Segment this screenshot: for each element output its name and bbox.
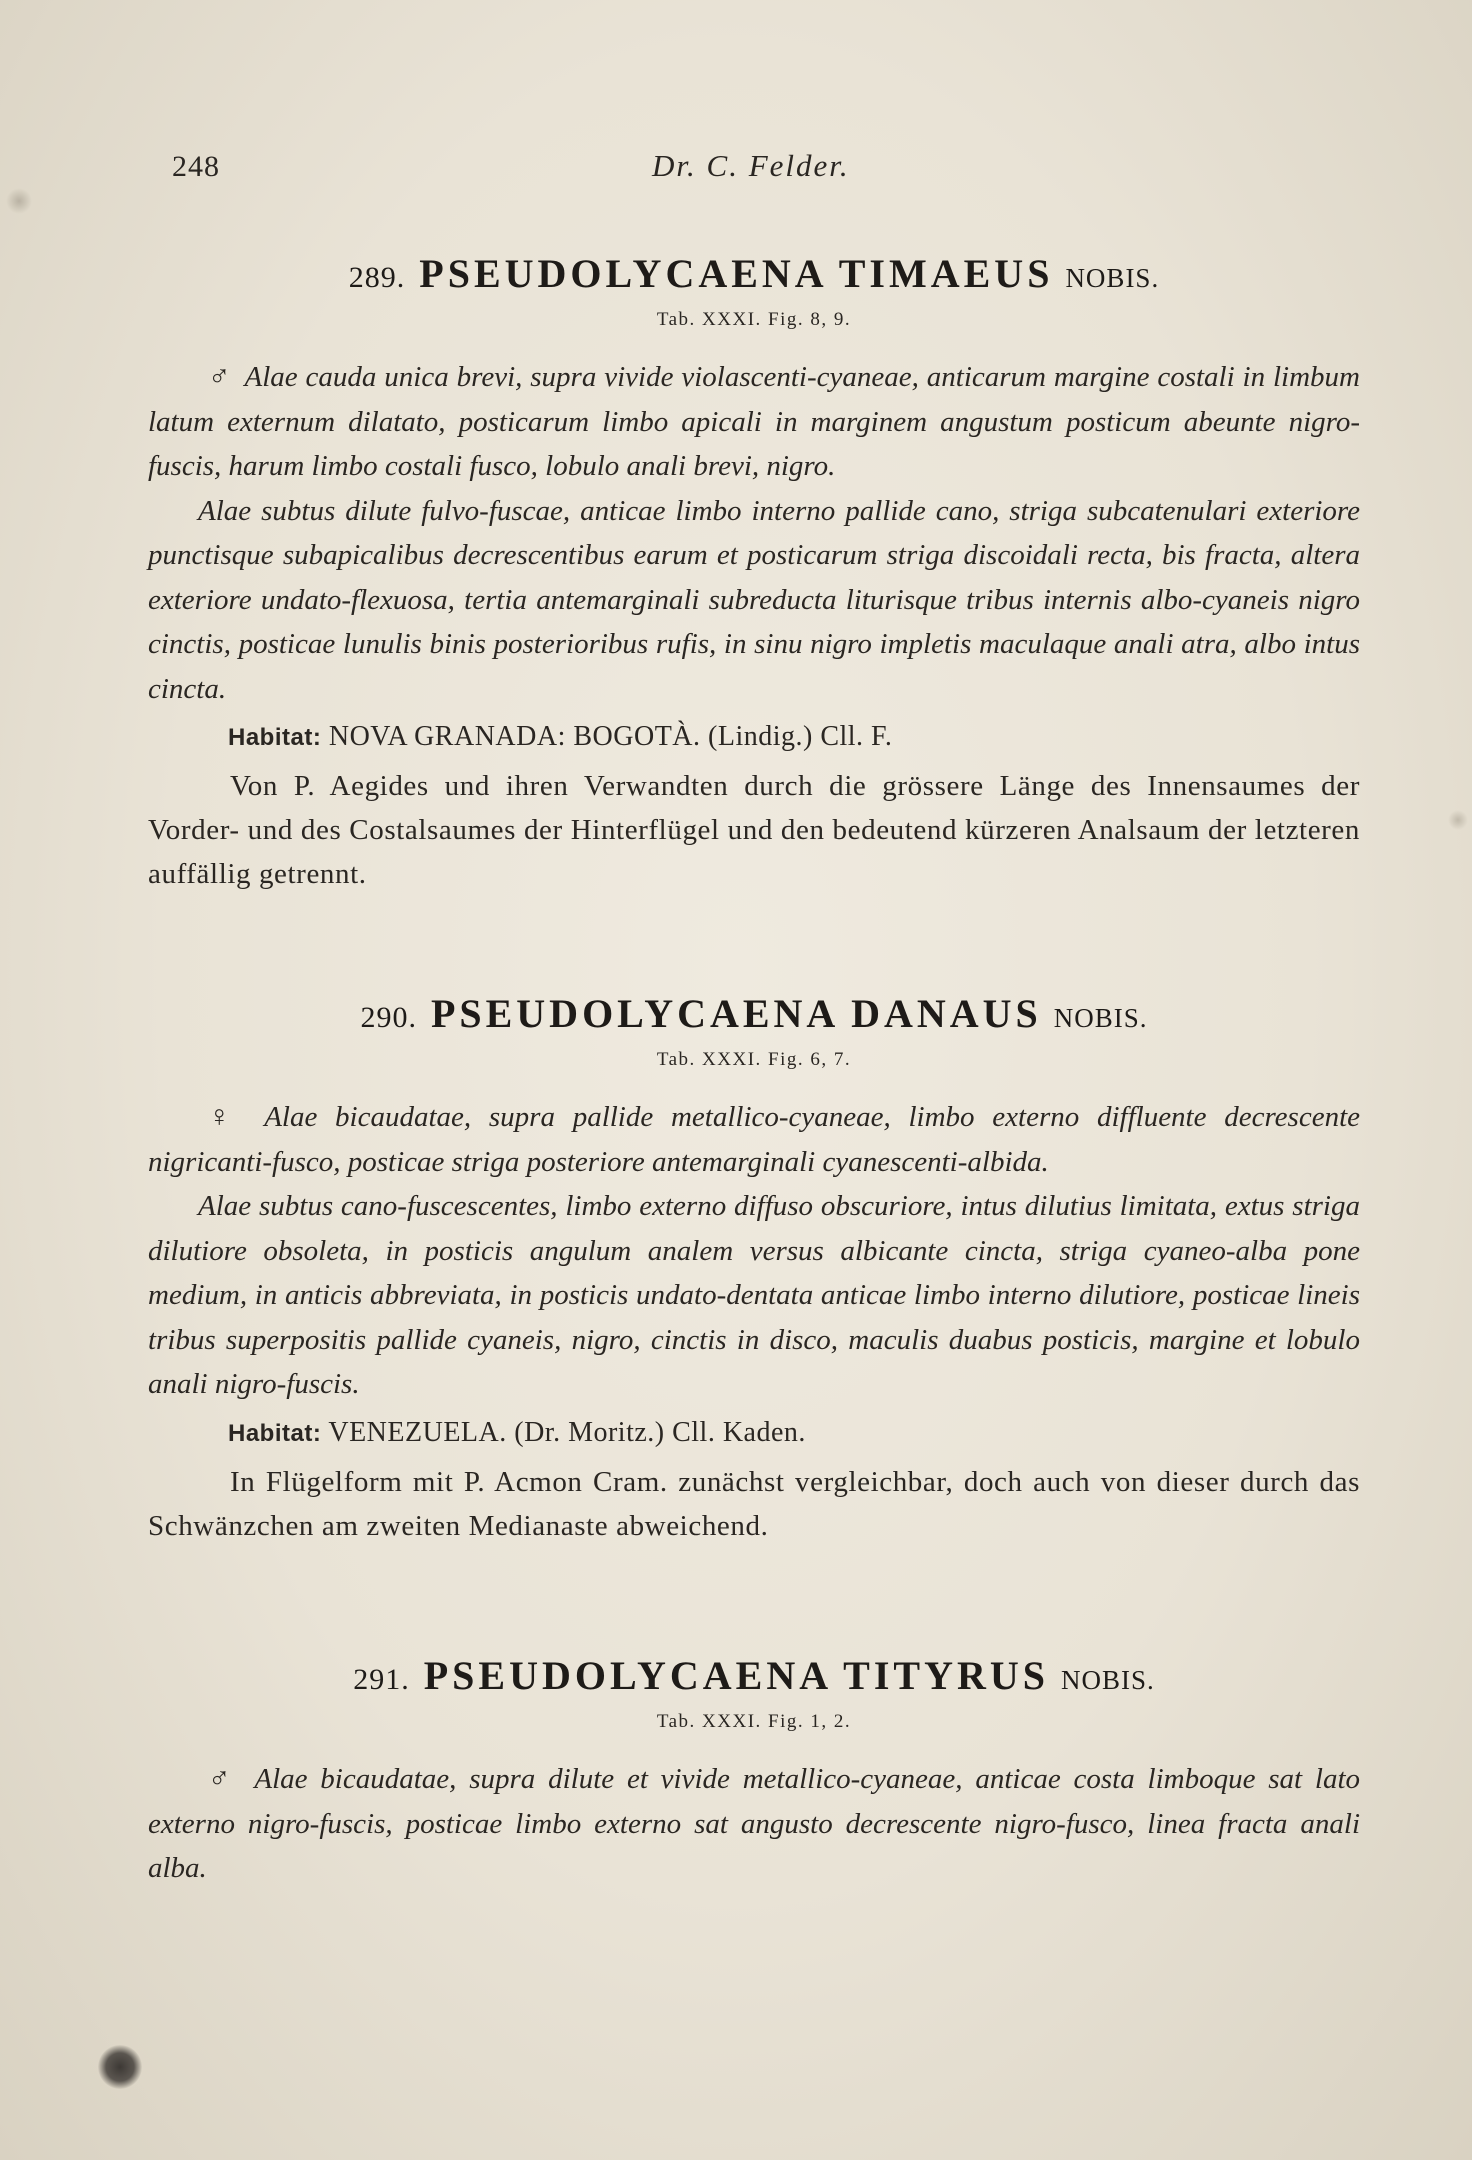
species-entry-289: [148, 250, 1360, 896]
latin-diagnosis-upperside: [148, 1095, 1360, 1184]
species-title: [148, 990, 1360, 1037]
species-entry-290: [148, 990, 1360, 1548]
running-head: [172, 150, 1372, 200]
female-symbol-icon: ♀: [208, 1100, 241, 1133]
species-name: PSEUDOLYCAENA TIMAEUS: [419, 251, 1054, 296]
latin-text: Alae cauda unica brevi, supra vivide violascenti-cyaneae, anticarum margine costali in limbum latum externum dilatato, posticarum limbo apicali in marginem angustum posticum abeunte nigro-fuscis, harum limbo costali fusco, lobulo anali brevi, nigro.: [148, 361, 1360, 482]
habitat-label: Habitat:: [228, 1419, 322, 1447]
german-remark: In Flügelform mit P. Acmon Cram. zunächst vergleichbar, doch auch von dieser durch das Schwänzchen am zweiten Medianaste abweichend.: [148, 1465, 1360, 1542]
species-author-suffix: NOBIS.: [1053, 1003, 1148, 1033]
species-title: [148, 1652, 1360, 1699]
latin-diagnosis-upperside: [148, 1757, 1360, 1891]
paper-stain: [6, 188, 32, 214]
german-remark: Von P. Aegides und ihren Verwandten durch die grössere Länge des Innensaumes der Vorder- und des Costalsaumes der Hinterflügel und den bedeutend kürzeren Analsaum der letzteren auffällig getrennt.: [148, 770, 1360, 890]
habitat-line: [148, 715, 1360, 760]
plate-reference: Tab. XXXI. Fig. 8, 9.: [656, 309, 852, 330]
species-entry-291: [148, 1652, 1360, 1891]
latin-diagnosis-underside: Alae subtus cano-fuscescentes, limbo externo diffuso obscuriore, intus dilutius limitata, extus striga dilutiore obsoleta, in posticis angulum analem versus albicante cincta, striga cyaneo-alba pone medium, in anticis abbreviata, in posticis undato-dentata anticae limbo interno dilutiore, posticae lineis tribus superpositis pallide cyaneis, nigro, cinctis in disco, maculis duabus posticis, margine et lobulo anali nigro-fuscis.: [148, 1190, 1360, 1400]
species-number: 289.: [348, 261, 406, 294]
species-title: [148, 250, 1360, 297]
species-author-suffix: NOBIS.: [1061, 1665, 1155, 1695]
species-author-suffix: NOBIS.: [1065, 263, 1160, 293]
habitat-line: [148, 1411, 1360, 1456]
latin-text: Alae bicaudatae, supra pallide metallico-cyaneae, limbo externo diffluente decrescente nigricanti-fusco, posticae striga posteriore antemarginali cyanescenti-albida.: [148, 1101, 1360, 1178]
latin-diagnosis-upperside: [148, 355, 1360, 489]
species-number: 290.: [360, 1001, 417, 1034]
latin-diagnosis-underside: Alae subtus dilute fulvo-fuscae, anticae limbo interno pallide cano, striga subcatenulari exteriore punctisque subapicalibus decrescentibus earum et posticarum striga discoidali recta, bis fracta, altera exteriore undato-flexuosa, tertia antemarginali subreducta liturisque tribus internis albo-cyaneis nigro cinctis, posticae lunulis binis posterioribus rufis, in sinu nigro impletis maculaque anali atra, albo intus cincta.: [148, 494, 1360, 705]
species-name: PSEUDOLYCAENA TITYRUS: [423, 1653, 1049, 1698]
species-number: 291.: [353, 1663, 410, 1696]
plate-reference: Tab. XXXI. Fig. 6, 7.: [656, 1049, 852, 1070]
page-number: 248: [172, 150, 220, 183]
male-symbol-icon: ♂: [208, 360, 232, 393]
paper-stain: [98, 2045, 142, 2089]
latin-text: Alae bicaudatae, supra dilute et vivide metallico-cyaneae, anticae costa limboque sat lato externo nigro-fuscis, posticae limbo externo sat angusto decrescente nigro-fusco, linea fracta anali alba.: [148, 1763, 1361, 1884]
habitat-value: VENEZUELA. (Dr. Moritz.) Cll. Kaden.: [328, 1416, 806, 1448]
running-head-author: Dr. C. Felder.: [652, 148, 850, 183]
species-name: PSEUDOLYCAENA DANAUS: [430, 991, 1042, 1036]
plate-reference: Tab. XXXI. Fig. 1, 2.: [656, 1711, 852, 1732]
habitat-label: Habitat:: [228, 724, 322, 751]
paper-stain: [1448, 810, 1468, 830]
habitat-value: NOVA GRANADA: BOGOTÀ. (Lindig.) Cll. F.: [328, 721, 893, 752]
male-symbol-icon: ♂: [208, 1762, 237, 1795]
